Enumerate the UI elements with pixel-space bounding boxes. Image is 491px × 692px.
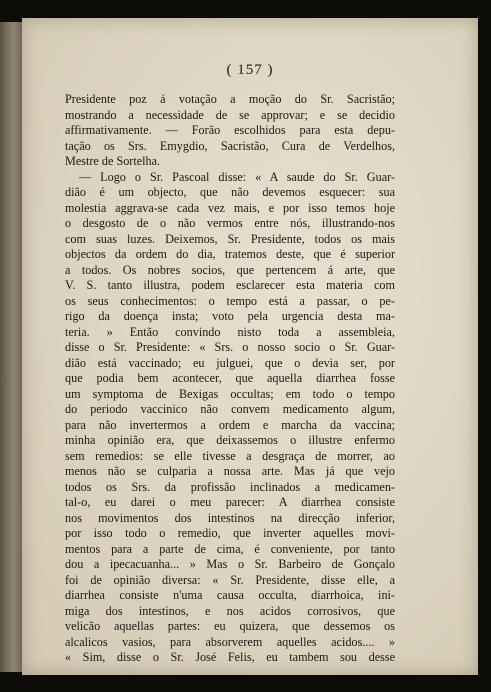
text-line: dou a ipecacuanha... » Mas o Sr. Barbeiro de Gonçalo bbox=[65, 557, 395, 571]
text-line: foi de opinião diversa: « Sr. Presidente, disse elle, a bbox=[65, 572, 395, 587]
text-line: nos movimentos dos intestinos na direcção inferior, bbox=[65, 510, 395, 525]
text-line: um symptoma de Bexigas occultas; em todo o tempo bbox=[65, 386, 395, 401]
text-line: — Logo o Sr. Pascoal disse: « A saude do Sr. Guar- bbox=[79, 169, 395, 184]
text-line: tação os Srs. Emygdio, Sacristão, Cura de Verdelhos, bbox=[65, 138, 395, 153]
text-line: affirmativamente. — Forão escolhidos para esta depu- bbox=[65, 123, 395, 137]
text-line: os seus conhecimentos: o tempo está a passar, o pe- bbox=[65, 293, 395, 308]
text-line: para não invertermos a ordem e marcha da vaccina; bbox=[65, 417, 395, 432]
text-line: V. S. tanto illustra, podem esclarecer esta materia com bbox=[65, 278, 395, 292]
adjacent-page-edge bbox=[0, 22, 23, 672]
text-line: Mestre de Sortelha. bbox=[65, 154, 161, 168]
text-line: dião está vaccinado; eu julguei, que o devia ser, por bbox=[65, 355, 395, 370]
text-line: disse o Sr. Presidente: « Srs. o nosso socio o Sr. Guar- bbox=[65, 340, 395, 354]
text-line: mentos para a parte de cima, é conveniente, por tanto bbox=[65, 541, 395, 556]
text-line: por isso todo o remedio, que inverter aquelles movi- bbox=[65, 526, 395, 540]
text-line: do periodo vaccinico não convem medicamento algum, bbox=[65, 402, 395, 416]
page-number: ( 157 ) bbox=[226, 62, 274, 78]
text-line: mostrando a necessidade de se approvar; e se decidio bbox=[65, 107, 395, 122]
text-line: « Sim, disse o Sr. José Felis, eu tambem sou desse bbox=[65, 650, 395, 664]
text-line: Presidente poz á votação a moção do Sr. Sacristão; bbox=[65, 92, 395, 106]
text-line: teria. » Então convindo nisto toda a assembleia, bbox=[65, 324, 395, 339]
text-line: miga dos intestinos, e nos acidos corrosivos, que bbox=[65, 603, 395, 618]
text-line: molestia aggrava-se cada vez mais, e por isso temos hoje bbox=[65, 200, 395, 215]
text-line: alcalicos vasios, para absorverem aquelles acidos.... » bbox=[65, 634, 395, 649]
text-line: que podia bem acontecer, que aquella diarrhea fosse bbox=[65, 371, 395, 385]
text-line: velicão aquellas partes: eu quizera, que dessemos os bbox=[65, 619, 395, 633]
body-text bbox=[65, 92, 395, 666]
text-line: com suas luzes. Deixemos, Sr. Presidente, todos os mais bbox=[65, 231, 395, 246]
text-line: objectos da ordem do dia, tratemos deste, que é superior bbox=[65, 247, 395, 261]
text-line: a todos. Os nobres socios, que pertencem á arte, que bbox=[65, 262, 395, 277]
text-line: minha opinião era, que deixassemos o illustre enfermo bbox=[65, 433, 395, 447]
text-line: menos não se culparia a nossa arte. Mas já que vejo bbox=[65, 464, 395, 478]
text-line: rigo da doença insta; voto pela urgencia desta ma- bbox=[65, 309, 395, 323]
text-line: diarrhea consiste n'uma causa occulta, diarrhoica, ini- bbox=[65, 588, 395, 602]
text-line: o desgosto de o não vermos entre nós, illustrando-nos bbox=[65, 216, 395, 230]
text-line: dião é um objecto, que não devemos esquecer: sua bbox=[65, 185, 395, 199]
book-page bbox=[22, 18, 478, 675]
text-line: sem remedios: se elle tivesse a desgraça de morrer, ao bbox=[65, 448, 395, 463]
text-line: todos os Srs. da profissão inclinados a medicamen- bbox=[65, 479, 395, 494]
text-line: tal-o, eu darei o meu parecer: A diarrhea consiste bbox=[65, 495, 395, 509]
